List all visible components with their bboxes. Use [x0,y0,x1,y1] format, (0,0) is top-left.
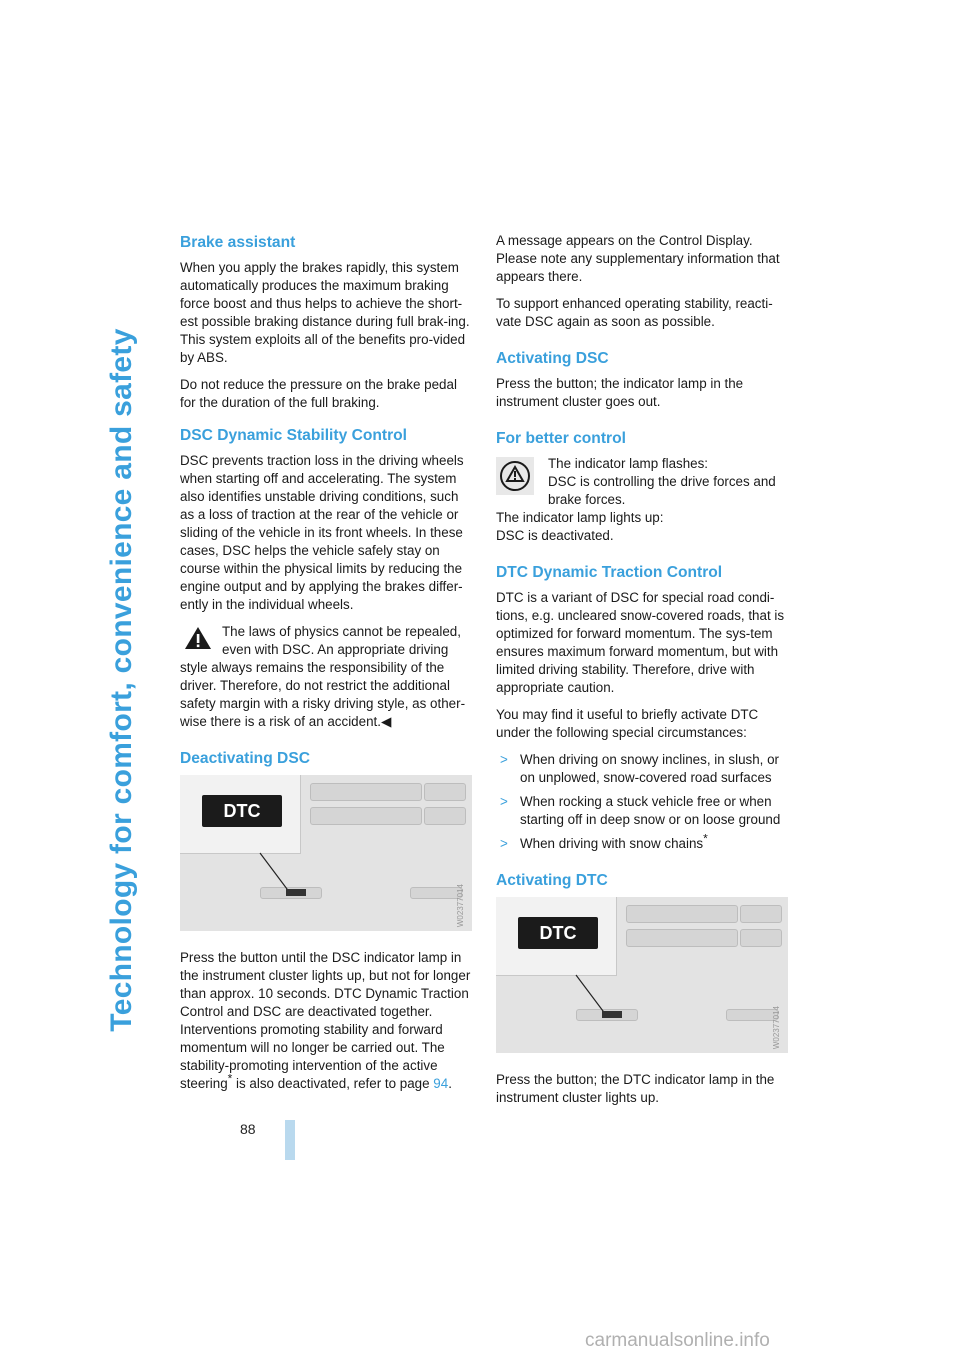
dtc-heading: DTC Dynamic Traction Control [496,564,723,581]
dsc-deactivated-text: DSC is deactivated. [496,528,614,543]
left-column [180,225,476,1102]
deactivating-dsc-heading: Deactivating DSC [180,750,310,767]
dtc-button-figure-2 [496,897,788,1053]
bullet-icon: > [500,836,508,851]
deactivating-dsc-paragraph [180,949,476,1093]
better-control-heading: For better control [496,430,626,447]
page-reference-link[interactable]: 94 [433,1076,449,1091]
optional-equipment-star: * [227,1071,233,1086]
dsc-heading: DSC Dynamic Stability Control [180,427,408,444]
bullet-icon: > [500,752,508,767]
indicator-lights-text: The indicator lamp lights up: [496,510,664,525]
dtc-paragraph: DTC is a variant of DSC for special road condi-tions, e.g. uncleared snow-covered roads, that is optimized for forward momentum. The sys-tem ensures maximum forward momentum, but with limited driving stability. Therefore, drive with appropriate caution. [496,590,785,695]
dtc-button: DTC [518,917,598,949]
dsc-warning [180,623,476,731]
warning-triangle-icon [184,625,212,651]
right-column [496,225,792,1116]
list-item [496,831,792,853]
list-item [496,751,792,787]
watermark: carmanualsonline.info [585,1330,770,1351]
dtc-button-figure [180,775,472,931]
dsc-warning-text: The laws of physics cannot be repealed, even with DSC. An appropriate driving style always remains the responsibility of the driver. Therefore, do not restrict the additional safety margin with a risky driving style, as other-wise there is a risk of an accident.◀ [180,624,466,729]
page-marker-bar [285,1120,295,1160]
activating-dsc-paragraph: Press the button; the indicator lamp in the instrument cluster goes out. [496,376,744,409]
indicator-note-text [548,455,792,509]
brake-assistant-paragraph-2: Do not reduce the pressure on the brake pedal for the duration of the full braking. [180,377,457,410]
dtc-circumstances-list [496,751,792,853]
page-number: 88 [240,1121,256,1137]
callout-line-icon [496,897,788,1053]
figure-code: W02377014 [772,1005,781,1049]
deactivating-text-3: . [448,1076,452,1091]
control-display-paragraph: A message appears on the Control Display. Please note any supplementary information that appears there. [496,233,780,284]
list-item-text: When driving with snow chains [520,836,704,851]
bullet-icon: > [500,794,508,809]
indicator-flashes-text: The indicator lamp flashes: [548,456,709,471]
figure-code: W02377014 [456,883,465,927]
activating-dtc-heading: Activating DTC [496,872,608,889]
deactivating-text: Press the button until the DSC indicator lamp in the instrument cluster lights up, but not for longer than approx. 10 seconds. DTC Dynamic Traction Control and DSC are deactivated together. Interventions promoting stability and forward momentum will no longer be carried out. The stability-promoting intervention of the active steering [180,950,471,1091]
callout-line-icon [180,775,472,931]
optional-equipment-star: * [703,831,708,846]
brake-assistant-heading: Brake assistant [180,234,296,251]
list-item-text: When driving on snowy inclines, in slush, or on unplowed, snow-covered road surfaces [520,752,780,785]
dtc-paragraph-2: You may find it useful to briefly activate DTC under the following special circumstances: [496,707,759,740]
activating-dtc-paragraph: Press the button; the DTC indicator lamp in the instrument cluster lights up. [496,1072,775,1105]
side-section-title-text: Technology for comfort, convenience and safety [105,328,138,1032]
list-item [496,793,792,829]
deactivating-text-2: is also deactivated, refer to page [232,1076,434,1091]
dsc-controlling-text: DSC is controlling the drive forces and brake forces. [548,474,776,507]
side-section-title [92,230,152,1130]
activating-dsc-heading: Activating DSC [496,350,609,367]
dsc-paragraph: DSC prevents traction loss in the driving wheels when starting off and accelerating. The system also identifies unstable driving conditions, such as a loss of traction at the rear of the vehicle or sliding of the vehicle in its front wheels. In these cases, DSC helps the vehicle safely stay on course within the physical limits by reducing the engine output and by applying the brakes differ-ently in the individual wheels. [180,453,464,612]
brake-assistant-paragraph: When you apply the brakes rapidly, this system automatically produces the maximum braking force boost and thus helps to achieve the short-est possible braking distance during full brak-ing. This system exploits all of the benefits pro-vided by ABS. [180,260,470,365]
indicator-note [496,455,792,509]
reactivate-paragraph: To support enhanced operating stability, reacti-vate DSC again as soon as possible. [496,296,773,329]
dtc-button: DTC [202,795,282,827]
list-item-text: When rocking a stuck vehicle free or when starting off in deep snow or on loose ground [520,794,781,827]
dsc-indicator-lamp-icon [496,457,534,495]
